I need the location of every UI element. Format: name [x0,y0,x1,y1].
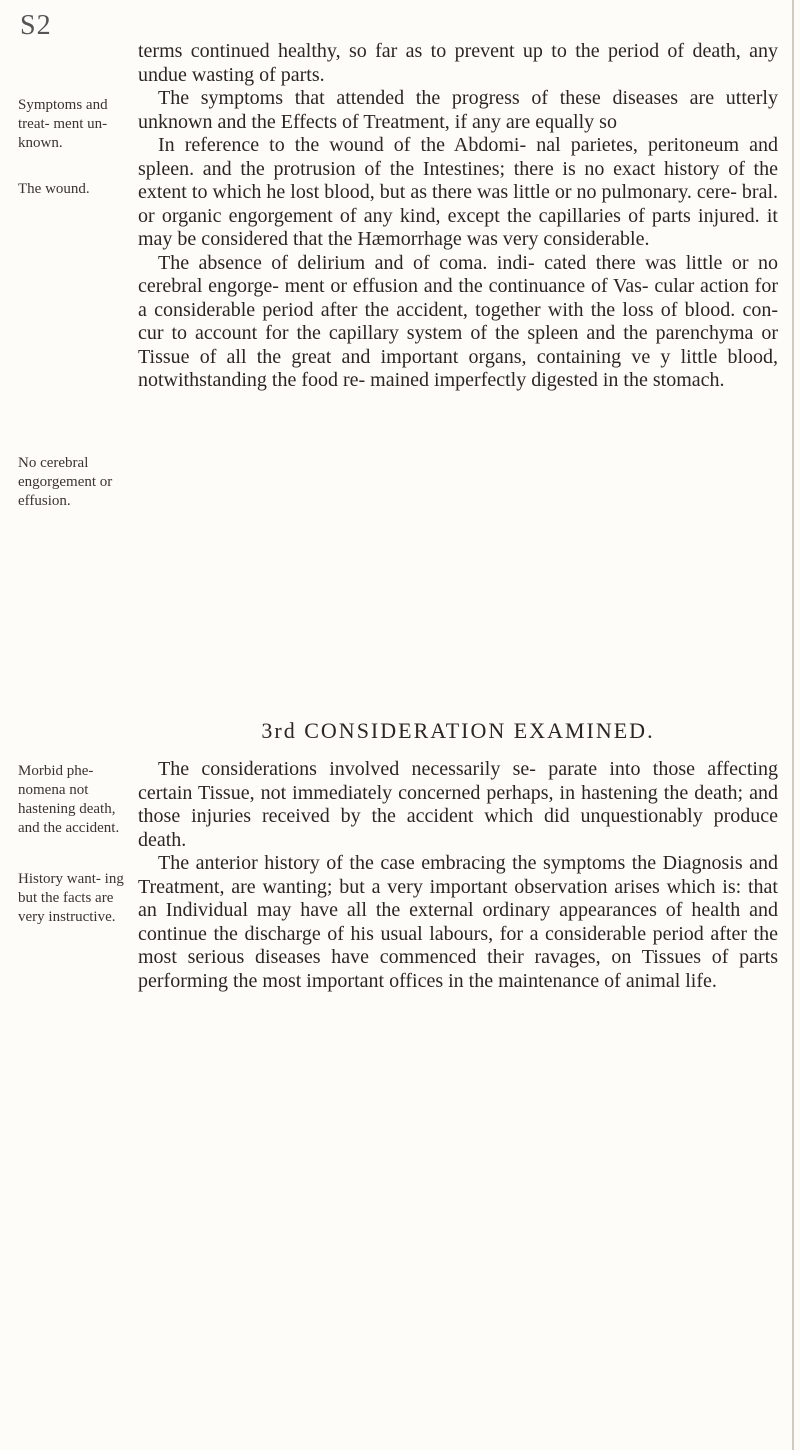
sidenote-history: History want- ing but the facts are very instructive. [18,871,124,925]
sidenote-wound: The wound. [18,181,90,197]
paragraph-2: The symptoms that attended the progress of these diseases are utterly unknown and the Effects of Treatment, if any are equally so [138,87,778,133]
paragraph-3: In reference to the wound of the Abdomi- nal parietes, peritoneum and spleen. and the protrusion of the Intestines; there is no exact history of the extent to which he lost blood, but as there was little or no pulmonary. cere- bral. or organic engorgement of any kind, except the capillaries of parts injured. it may be considered that the Hæmorrhage was very considerable. [138,134,778,250]
paragraph-1: terms continued healthy, so far as to prevent up to the period of death, any undue wasting of parts. [138,40,778,86]
paragraph-4: The absence of delirium and of coma. indi- cated there was little or no cerebral engorge- ment or effusion and the continuance of Vas- cular action for a considerable period after the accident, together with the loss of blood. con- cur to account for the capillary system of the spleen and the parenchyma or Tissue of all the great and important organs, containing ve y little blood, notwithstanding the food re- mained imperfectly digested in the stomach. [138,251,778,391]
paragraph-5: The considerations involved necessarily se- parate into those affecting certain Tissue, not immediately concerned perhaps, in hastening the death; and those injuries received by the accident which did unquestionably produce death. [138,758,778,851]
sidenote-symptoms: Symptoms and treat- ment un- known. [18,97,108,151]
paragraph-6: The anterior history of the case embracing the symptoms the Diagnosis and Treatment, are wanting; but a very important observation arises which is: that an Individual may have all the external ordinary appearances of health and continue the discharge of his usual labours, for a considerable period after the most serious diseases have commenced their ravages, on Tissues of parts performing the most important offices in the maintenance of animal life. [138,852,778,992]
main-text-lower [138,758,778,993]
page-edge-shadow [792,0,794,1450]
page-number: S2 [20,10,52,41]
section-heading: 3rd CONSIDERATION EXAMINED. [261,718,655,743]
sidenote-cerebral: No cerebral engorgement or effusion. [18,455,113,509]
main-text-upper [138,40,778,393]
sidenote-morbid: Morbid phe- nomena not hastening death, and the accident. [18,763,120,836]
